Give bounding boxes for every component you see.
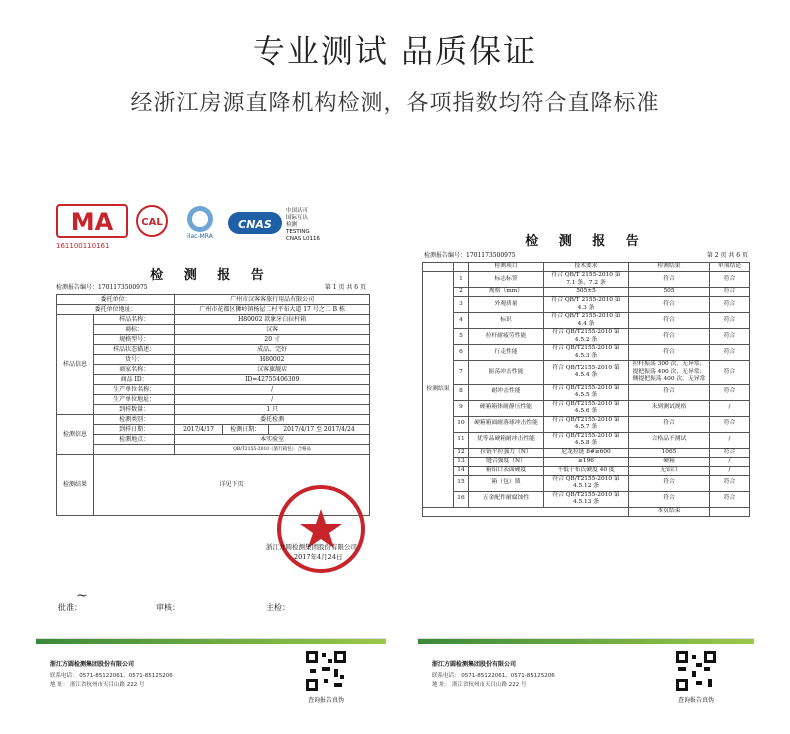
group-label: 检测结果 [57, 455, 94, 516]
qr-code-icon [304, 649, 348, 693]
result-cell: 硬箱 [629, 457, 710, 466]
table-row [423, 491, 750, 507]
requirement-cell: 符合 QB/T2155-2010 第 4.5.7 条 [544, 416, 629, 432]
table-row [423, 297, 750, 313]
result-cell: 505 [629, 288, 710, 297]
row-value: 2017/4/17 至 2017/4/24 [268, 425, 369, 435]
table-row [57, 325, 370, 335]
row-label: 生产单位名称： [94, 385, 175, 395]
row-number: 15 [454, 475, 469, 491]
cnas-note: 中国认可 国际互认 检测 TESTING CNAS L0116 [286, 208, 321, 242]
requirement-cell: 符合 QB/T2155-2010 第 4.5.6 条 [544, 400, 629, 416]
column-header: 单项结论 [710, 263, 750, 272]
result-text: 详见下页 [94, 455, 370, 516]
conclusion-cell: 符合 [710, 475, 750, 491]
row-number: 7 [454, 361, 469, 385]
table-row [423, 416, 750, 432]
page-title: 专业测试 品质保证 [252, 32, 538, 70]
page-subtitle: 经浙江房源直降机构检测，各项指数均符合直降标准 [130, 91, 660, 116]
row-value: QB/T2155-2010《旅行箱包》 合格品 [175, 445, 370, 455]
row-number: 3 [454, 297, 469, 313]
table-row [423, 329, 750, 345]
item-cell: 振荡冲击性能 [469, 361, 544, 385]
column-header: 技术要求 [544, 263, 629, 272]
review-label: 审核： [156, 603, 180, 612]
table-row [57, 425, 370, 435]
approve-signature: ~ [76, 588, 88, 604]
row-label: 检测地点： [94, 435, 175, 445]
requirement-cell: 尼龙拉链 8#≥600 [544, 448, 629, 457]
table-row [57, 375, 370, 385]
conclusion-cell: 符合 [710, 448, 750, 457]
conclusion-cell: 符合 [710, 329, 750, 345]
item-cell: 标志标签 [469, 272, 544, 288]
row-number: 2 [454, 288, 469, 297]
row-number: 12 [454, 448, 469, 457]
ma-logo-icon [56, 204, 128, 238]
requirement-cell: 符合 QB/T2155-2010 第 4.5.2 条 [544, 329, 629, 345]
requirement-cell: 符合 QB/T 2155-2010 第 4.3 条 [544, 297, 629, 313]
requirement-cell: 505±5 [544, 288, 629, 297]
group-label: 检测信息 [57, 415, 94, 455]
table-row [57, 405, 370, 415]
row-value: 广州市花都区狮岭镇杨屋二村平布大道 17 号之二 B 栋 [175, 305, 370, 315]
row-value: ID=42755406309 [175, 375, 370, 385]
item-cell: 五金配件耐腐蚀性 [469, 491, 544, 507]
requirement-cell: 符合 QB/T2155-2010 第 4.5.12 条 [544, 475, 629, 491]
table-row [423, 400, 750, 416]
report-number: 检测报告编号：1701173500975 [56, 284, 148, 291]
table-row [423, 384, 750, 400]
row-label: 到样日期： [94, 425, 175, 435]
row-label: 商品 ID： [94, 375, 175, 385]
item-cell: 缝合强度（N） [469, 457, 544, 466]
report2-title: 检 测 报 告 [525, 234, 647, 249]
row-value: 本实验室 [175, 435, 370, 445]
table-row [57, 315, 370, 325]
item-cell: 拉链平拉强力（N） [469, 448, 544, 457]
row-number: 6 [454, 345, 469, 361]
table-row [423, 272, 750, 288]
row-number: 8 [454, 384, 469, 400]
item-cell: 硬箱箱体耐静压性能 [469, 400, 544, 416]
table-row [423, 466, 750, 475]
row-number: 14 [454, 466, 469, 475]
accreditation-logos [56, 204, 376, 254]
result-cell: 符合 [629, 345, 710, 361]
row-label: 商标： [94, 325, 175, 335]
end-note: 本页结束 [629, 507, 710, 516]
issuer: 浙江方圆检测集团股份有限公司 [266, 543, 357, 551]
table-row [57, 295, 370, 305]
conclusion-cell: / [710, 432, 750, 448]
row-number: 5 [454, 329, 469, 345]
result-cell: 符合 [629, 384, 710, 400]
table-row [423, 361, 750, 385]
result-cell: 符合 [629, 297, 710, 313]
row-value: 委托检测 [175, 415, 370, 425]
svg-text:CAL: CAL [141, 217, 163, 228]
row-value: 20 寸 [175, 335, 370, 345]
page-number: 第 1 页 共 6 页 [324, 284, 366, 291]
conclusion-cell: 符合 [710, 272, 750, 288]
conclusion-cell: 符合 [710, 313, 750, 329]
requirement-cell: ≥196 [544, 457, 629, 466]
item-cell: 行走性能 [469, 345, 544, 361]
table-row [57, 345, 370, 355]
requirement-cell: 符合 QB/T2155-2010 第 4.5.5 条 [544, 384, 629, 400]
table-row [57, 365, 370, 375]
table-row [57, 435, 370, 445]
requirement-cell: 符合 QB/T2155-2010 第 4.5.8 条 [544, 432, 629, 448]
requirement-cell: 符合 QB/T2155-2010 第 4.5.13 条 [544, 491, 629, 507]
requirement-cell: 不低于布氏硬度 40 度 [544, 466, 629, 475]
conclusion-cell: / [710, 400, 750, 416]
conclusion-cell: 符合 [710, 491, 750, 507]
item-cell: 优等品硬箱耐冲击性能 [469, 432, 544, 448]
item-cell: 标识 [469, 313, 544, 329]
report2-footer: 浙江方圆检测集团股份有限公司 联系电话： 0571-85122061、0571-85125206 地 址： 浙江省杭州市天目山路 222 号 查询报告真伪 [418, 638, 754, 639]
group-label: 样品信息 [57, 315, 94, 415]
row-label [94, 445, 175, 455]
row-value: H80002 款象牙白拉杆箱 [175, 315, 370, 325]
requirement-cell: 符合 QB/T2155-2010 第 4.5.4 条 [544, 361, 629, 385]
svg-text:CNAS: CNAS [238, 218, 272, 231]
svg-text:MA: MA [70, 208, 114, 236]
report-page-1 [36, 190, 386, 730]
table-row [57, 355, 370, 365]
table-row [57, 445, 370, 455]
main-label: 主检： [266, 603, 290, 612]
group-label: 检测结果 [423, 272, 454, 508]
table-row [57, 395, 370, 405]
row-label: 委托单位地址： [57, 305, 175, 315]
result-cell: 合格品不测试 [629, 432, 710, 448]
report-title: 检 测 报 告 [150, 268, 272, 283]
report-page-2 [418, 222, 754, 730]
cal-logo-icon [134, 204, 170, 238]
row-value: 成品，完好 [175, 345, 370, 355]
row-label: 样品名称： [94, 315, 175, 325]
requirement-cell: 符合 QB/T 2155-2010 第 7.1 条、7.2 条 [544, 272, 629, 288]
row-number: 11 [454, 432, 469, 448]
result-cell: 拉杆振荡 300 次，无异常；提把振荡 400 次，无异常；侧提把振荡 400 次，无异常 [629, 361, 710, 385]
row-label: 到样数量： [94, 405, 175, 415]
column-header: 检测项目 [469, 263, 544, 272]
column-header: 检测结果 [629, 263, 710, 272]
qr-code-icon [674, 649, 718, 693]
table-row [423, 288, 750, 297]
row-value: 1 只 [175, 405, 370, 415]
table-row [57, 415, 370, 425]
table-row [423, 313, 750, 329]
result-cell: 符合 [629, 272, 710, 288]
conclusion-cell: 符合 [710, 361, 750, 385]
row-value: 汉客 [175, 325, 370, 335]
row-label: 规格型号： [94, 335, 175, 345]
requirement-cell: 符合 QB/T 2155-2010 第 4.4 条 [544, 313, 629, 329]
cnas-logo-icon [228, 206, 282, 240]
row-label: 货号： [94, 355, 175, 365]
row-value: 汉客旗舰店 [175, 365, 370, 375]
ilac-mra-logo-icon [180, 204, 220, 240]
conclusion-cell: 符合 [710, 297, 750, 313]
row-label: 委托单位： [57, 295, 175, 305]
item-cell: 硬箱箱面耐落球冲击性能 [469, 416, 544, 432]
result-cell: 无铝口 [629, 466, 710, 475]
conclusion-cell: 符合 [710, 345, 750, 361]
item-cell: 拉杆耐疲劳性能 [469, 329, 544, 345]
table-row [423, 448, 750, 457]
conclusion-cell: / [710, 466, 750, 475]
row-number: 4 [454, 313, 469, 329]
report2-page-number: 第 2 页 共 6 页 [706, 252, 748, 259]
item-cell: 耐冲击性能 [469, 384, 544, 400]
row-value: / [175, 395, 370, 405]
row-number: 13 [454, 457, 469, 466]
row-label: 生产单位地址： [94, 395, 175, 405]
result-cell: 1065 [629, 448, 710, 457]
table-row [423, 345, 750, 361]
item-cell: 外观质量 [469, 297, 544, 313]
report1-footer: 浙江方圆检测集团股份有限公司 联系电话： 0571-85122061、0571-85125206 地 址： 浙江省杭州市天目山路 222 号 查询报告真伪 [36, 638, 386, 639]
table-row [423, 475, 750, 491]
table-row [423, 457, 750, 466]
conclusion-cell: 符合 [710, 416, 750, 432]
table-row [57, 385, 370, 395]
result-cell: 符合 [629, 313, 710, 329]
row-value: H80002 [175, 355, 370, 365]
result-cell: 符合 [629, 329, 710, 345]
row-label: 检测类别： [94, 415, 175, 425]
conclusion-cell: 符合 [710, 384, 750, 400]
report2-results-table [422, 262, 750, 517]
report1-info-table [56, 294, 370, 516]
result-cell: 符合 [629, 491, 710, 507]
requirement-cell: 符合 QB/T2155-2010 第 4.5.3 条 [544, 345, 629, 361]
table-row [57, 305, 370, 315]
row-value: 广州市汉客客旅行用品有限公司 [175, 295, 370, 305]
approve-label: 批准： [58, 603, 82, 612]
row-number: 16 [454, 491, 469, 507]
report2-number: 检测报告编号：1701173500975 [424, 252, 516, 259]
issue-date: 2017年4月24日 [294, 553, 343, 561]
svg-text:ilac-MRA: ilac-MRA [187, 233, 213, 240]
row-number: 1 [454, 272, 469, 288]
table-row [57, 335, 370, 345]
result-cell: 符合 [629, 416, 710, 432]
item-cell: 规格（mm） [469, 288, 544, 297]
row-value: 2017/4/17 [175, 425, 222, 435]
item-cell: 箱（包）锁 [469, 475, 544, 491]
row-number: 10 [454, 416, 469, 432]
table-row [423, 432, 750, 448]
row-value: / [175, 385, 370, 395]
table-row [423, 507, 750, 516]
row-label: 检测日期： [222, 425, 268, 435]
result-cell: 未到测试规格 [629, 400, 710, 416]
result-cell: 符合 [629, 475, 710, 491]
row-label: 商家名称： [94, 365, 175, 375]
row-label: 样品状态描述： [94, 345, 175, 355]
conclusion-cell: / [710, 457, 750, 466]
item-cell: 箱铝口表面硬度 [469, 466, 544, 475]
conclusion-cell: 符合 [710, 288, 750, 297]
table-header [423, 263, 750, 272]
ma-number: 161100110161 [56, 242, 110, 250]
row-number: 9 [454, 400, 469, 416]
